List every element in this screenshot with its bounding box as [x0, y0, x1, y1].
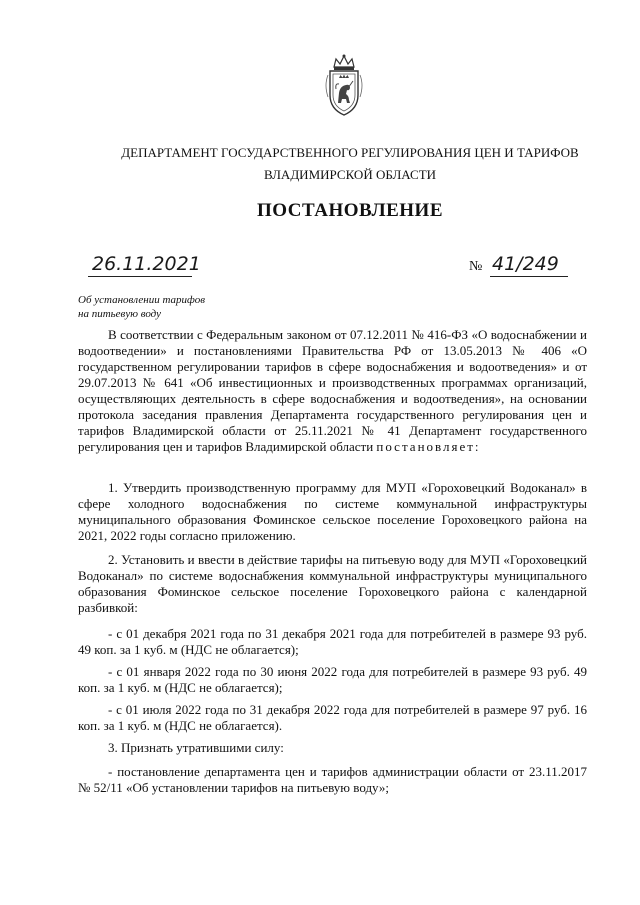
subject-line1: Об установлении тарифов	[78, 294, 205, 306]
paragraph-tariff-period-1: - с 01 декабря 2021 года по 31 декабря 2021 года для потребителей в размере 93 руб. 49 коп. за 1 куб. м (НДС не облагается);	[78, 626, 587, 657]
number-underline	[490, 276, 568, 277]
document-title: ПОСТАНОВЛЕНИЕ	[256, 200, 444, 221]
preamble-resolves: постановляет:	[376, 439, 481, 454]
paragraph-tariff-period-3: - с 01 июля 2022 года по 31 декабря 2022 года для потребителей в размере 97 руб. 16 коп. за 1 куб. м (НДС не облагается).	[78, 702, 587, 733]
preamble-text: В соответствии с Федеральным законом от 07.12.2011 № 416-ФЗ «О водоснабжении и водоотведении» и постановлениями Правительства РФ от 13.05.2013 № 406 «О государственном регулировании тарифов в сфере водоснабжения и водоотведения» и от 29.07.2013 № 641 «Об инвестиционных и производственных программах организаций, осуществляющих деятельность в сфере водоснабжения и водоотведения», на основании протокола заседания правления Департамента государственного регулирования цен и тарифов Владимирской области от 25.11.2021 № 41 Департамент государственного регулирования цен и тарифов Владимирской области	[78, 327, 587, 454]
paragraph-item-2: 2. Установить и ввести в действие тарифы на питьевую воду для МУП «Гороховецкий Водоканал» по системе водоснабжения коммунальной инфраструктуры муниципального образования Фоминское сельское поселение Гороховецкого района с календарной разбивкой:	[78, 552, 587, 615]
paragraph-tariff-period-2: - с 01 января 2022 года по 30 июня 2022 года для потребителей в размере 93 руб. 49 коп. за 1 куб. м (НДС не облагается);	[78, 664, 587, 695]
paragraph-item-3: 3. Признать утратившими силу:	[108, 740, 284, 755]
paragraph-item-1: 1. Утвердить производственную программу для МУП «Гороховецкий Водоканал» в сфере холодного водоснабжения по системе коммунальной инфраструктуры муниципального образования Фоминское сельское поселение Гороховецкого района на 2021, 2022 годы согласно приложению.	[78, 480, 587, 543]
document-date: 26.11.2021	[92, 253, 201, 275]
department-name-line2: ВЛАДИМИРСКОЙ ОБЛАСТИ	[263, 167, 437, 182]
paragraph-repealed-resolution: - постановление департамента цен и тарифов администрации области от 23.11.2017 № 52/11 «Об установлении тарифов на питьевую воду»;	[78, 764, 587, 795]
date-underline	[88, 276, 192, 277]
document-subject	[78, 293, 205, 321]
paragraph-preamble	[78, 327, 587, 455]
department-name-line1: ДЕПАРТАМЕНТ ГОСУДАРСТВЕННОГО РЕГУЛИРОВАНИЯ ЦЕН И ТАРИФОВ	[121, 145, 579, 160]
document-number: 41/249	[492, 253, 559, 275]
subject-line2: на питьевую воду	[78, 308, 161, 320]
coat-of-arms-icon	[322, 53, 366, 119]
number-sign: №	[469, 259, 483, 274]
